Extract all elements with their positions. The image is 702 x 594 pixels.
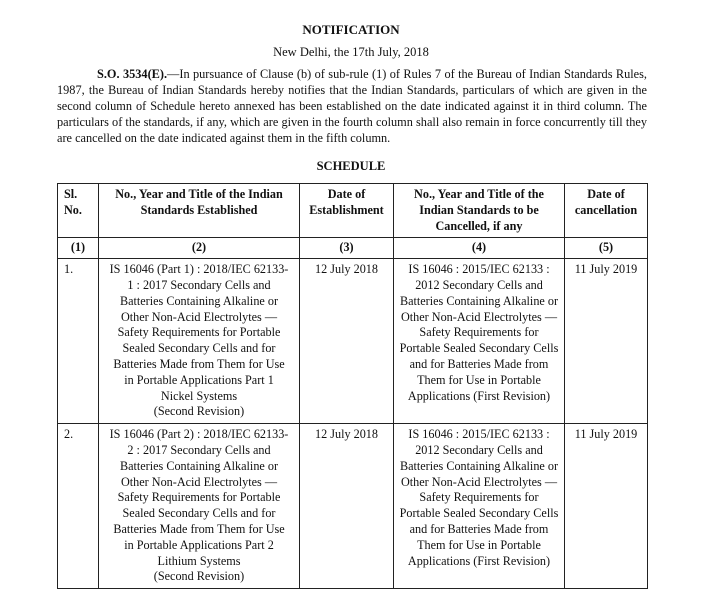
cell-standard-cancelled: IS 16046 : 2015/IEC 62133 : 2012 Secondary Cells and Batteries Containing Alkaline or Other Non-Acid Electrolytes — Safety Requirements for Portable Sealed Secondary Cells and for Batteries Made from Them for Use in Portable Applications (First Revision) <box>394 259 565 424</box>
header-standards-established: No., Year and Title of the Indian Standards Established <box>99 184 300 238</box>
col-number: (4) <box>394 238 565 259</box>
place-date: New Delhi, the 17th July, 2018 <box>273 45 429 59</box>
order-number: S.O. 3534(E). <box>97 67 168 81</box>
cell-date-establishment: 12 July 2018 <box>300 424 394 589</box>
cell-date-establishment: 12 July 2018 <box>300 259 394 424</box>
table-header-row <box>58 184 648 238</box>
schedule-table <box>57 183 648 589</box>
col-number: (5) <box>565 238 648 259</box>
header-date-establishment: Date of Establishment <box>300 184 394 238</box>
cell-date-cancellation: 11 July 2019 <box>565 424 648 589</box>
col-number: (1) <box>58 238 99 259</box>
cell-standard-cancelled: IS 16046 : 2015/IEC 62133 : 2012 Secondary Cells and Batteries Containing Alkaline or Other Non-Acid Electrolytes — Safety Requirements for Portable Sealed Secondary Cells and for Batteries Made from Them for Use in Portable Applications (First Revision) <box>394 424 565 589</box>
paragraph-text: —In pursuance of Clause (b) of sub-rule (1) of Rules 7 of the Bureau of Indian Standards Rules, 1987, the Bureau of Indian Standards hereby notifies that the Indian Standards, particulars of which are given in the second column of Schedule hereto annexed has been established on the date indicated against it in third column. The particulars of the standards, if any, which are given in the fourth column shall also remain in force concurrently till they are cancelled on the date indicated against them in the fifth column. <box>57 67 648 145</box>
header-standards-cancelled: No., Year and Title of the Indian Standards to be Cancelled, if any <box>394 184 565 238</box>
header-sl-no: Sl. No. <box>58 184 99 238</box>
cell-date-cancellation: 11 July 2019 <box>565 259 648 424</box>
table-row <box>58 424 648 589</box>
notification-title: NOTIFICATION <box>302 22 400 37</box>
col-number: (3) <box>300 238 394 259</box>
table-row <box>58 259 648 424</box>
cell-sl-no: 1. <box>58 259 99 424</box>
header-date-cancellation: Date of cancellation <box>565 184 648 238</box>
col-number: (2) <box>99 238 300 259</box>
schedule-title: SCHEDULE <box>316 159 386 173</box>
column-number-row <box>58 238 648 259</box>
cell-standard-established: IS 16046 (Part 1) : 2018/IEC 62133- 1 : 2017 Secondary Cells and Batteries Containing Alkaline or Other Non-Acid Electrolytes — Safety Requirements for Portable Sealed Secondary Cells and for Batteries Made from Them for Use in Portable Applications Part 1 Nickel Systems (Second Revision) <box>99 259 300 424</box>
cell-standard-established: IS 16046 (Part 2) : 2018/IEC 62133- 2 : 2017 Secondary Cells and Batteries Containing Alkaline or Other Non-Acid Electrolytes — Safety Requirements for Portable Sealed Secondary Cells and for Batteries Made from Them for Use in Portable Applications Part 2 Lithium Systems (Second Revision) <box>99 424 300 589</box>
cell-sl-no: 2. <box>58 424 99 589</box>
notification-paragraph <box>57 66 647 146</box>
